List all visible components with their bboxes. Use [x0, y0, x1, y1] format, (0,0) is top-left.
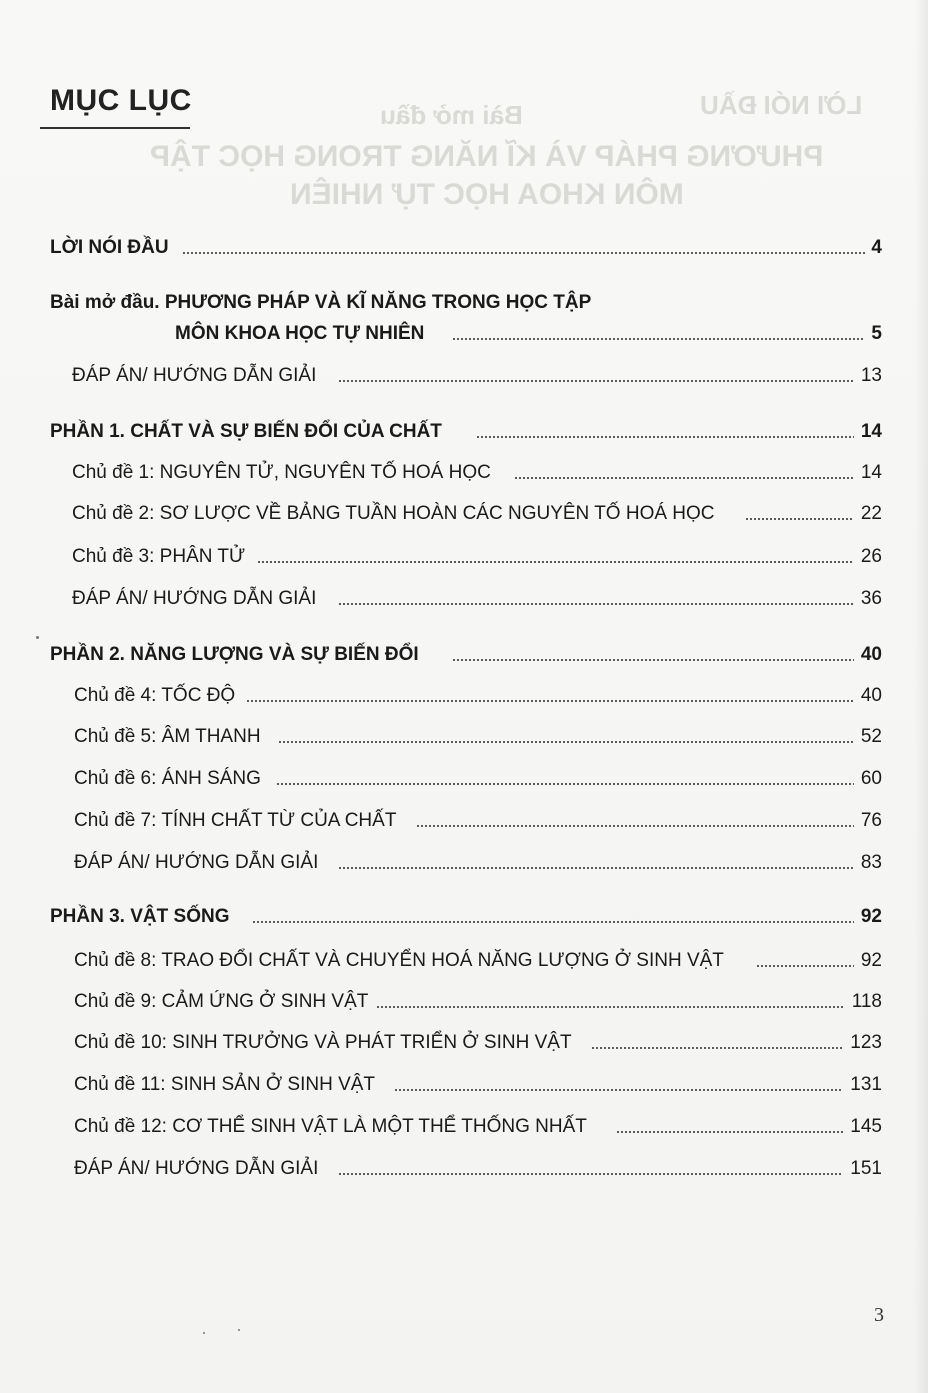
- toc-entry: [0, 1154, 928, 1184]
- toc-entry-label: Chủ đề 11: SINH SẢN Ở SINH VẬT: [74, 1074, 376, 1095]
- toc-entry: [0, 288, 928, 318]
- toc-entry-label: MÔN KHOA HỌC TỰ NHIÊN: [175, 323, 425, 344]
- show-through-header: LỜI NÓI ĐẦU: [700, 90, 863, 120]
- toc-entry: [0, 542, 928, 572]
- toc-entry-label: ĐÁP ÁN/ HƯỚNG DẪN GIẢI: [72, 588, 317, 609]
- toc-entry: [0, 584, 928, 614]
- toc-entry-label: Bài mở đầu. PHƯƠNG PHÁP VÀ KĨ NĂNG TRONG HỌC TẬP: [50, 292, 592, 313]
- paper-speck: [203, 1332, 205, 1334]
- toc-page-number: 118: [851, 991, 882, 1012]
- toc-dot-leader: [276, 783, 854, 785]
- toc-entry: [0, 233, 928, 263]
- toc-page-number: 13: [860, 365, 882, 386]
- toc-dot-leader: [252, 921, 854, 923]
- toc-entry: [0, 764, 928, 794]
- toc-dot-leader: [416, 825, 854, 827]
- toc-entry: [0, 806, 928, 836]
- toc-entry: [0, 1112, 928, 1142]
- toc-page-number: 4: [871, 237, 882, 258]
- toc-page-number: 76: [860, 810, 882, 831]
- toc-entry-label: PHẦN 1. CHẤT VÀ SỰ BIẾN ĐỔI CỦA CHẤT: [50, 421, 442, 442]
- toc-dot-leader: [338, 380, 854, 382]
- toc-entry-label: ĐÁP ÁN/ HƯỚNG DẪN GIẢI: [72, 365, 317, 386]
- show-through-lesson: Bài mở đầu: [380, 100, 523, 130]
- toc-entry-label: PHẦN 2. NĂNG LƯỢNG VÀ SỰ BIẾN ĐỔI: [50, 644, 419, 665]
- toc-page-number: 26: [860, 546, 882, 567]
- toc-dot-leader: [452, 659, 854, 661]
- toc-entry-label: Chủ đề 9: CẢM ỨNG Ở SINH VẬT: [74, 991, 369, 1012]
- toc-dot-leader: [182, 252, 865, 254]
- page-number: 3: [874, 1304, 884, 1326]
- toc-entry-label: Chủ đề 5: ÂM THANH: [74, 726, 261, 747]
- toc-dot-leader: [745, 518, 854, 520]
- toc-entry-label: Chủ đề 12: CƠ THỂ SINH VẬT LÀ MỘT THỂ THỐNG NHẤT: [74, 1116, 587, 1137]
- toc-page-number: 14: [860, 462, 882, 483]
- toc-page-number: 52: [860, 726, 882, 747]
- toc-page-number: 14: [860, 421, 882, 442]
- toc-page-number: 40: [860, 685, 882, 706]
- toc-entry-label: ĐÁP ÁN/ HƯỚNG DẪN GIẢI: [74, 852, 319, 873]
- toc-entry-label: Chủ đề 10: SINH TRƯỞNG VÀ PHÁT TRIỂN Ở SINH VẬT: [74, 1032, 572, 1053]
- toc-entry-label: Chủ đề 1: NGUYÊN TỬ, NGUYÊN TỐ HOÁ HỌC: [72, 462, 491, 483]
- toc-entry: [0, 640, 928, 670]
- toc-page-number: 60: [860, 768, 882, 789]
- toc-dot-leader: [616, 1131, 843, 1133]
- toc-title: MỤC LỤC: [50, 84, 192, 117]
- show-through-line-2: MÔN KHOA HỌC TỰ NHIÊN: [290, 178, 684, 211]
- toc-page-number: 36: [860, 588, 882, 609]
- toc-entry-label: Chủ đề 8: TRAO ĐỔI CHẤT VÀ CHUYỂN HOÁ NĂNG LƯỢNG Ở SINH VẬT: [74, 950, 724, 971]
- toc-entry-label: Chủ đề 2: SƠ LƯỢC VỀ BẢNG TUẦN HOÀN CÁC NGUYÊN TỐ HOÁ HỌC: [72, 503, 715, 524]
- toc-entry: [0, 987, 928, 1017]
- toc-entry: [0, 319, 928, 349]
- toc-dot-leader: [376, 1006, 843, 1008]
- toc-entry: [0, 458, 928, 488]
- toc-entry: [0, 902, 928, 932]
- toc-entry-label: ĐÁP ÁN/ HƯỚNG DẪN GIẢI: [74, 1158, 319, 1179]
- toc-page-number: 5: [871, 323, 882, 344]
- toc-page-number: 40: [860, 644, 882, 665]
- toc-entry: [0, 361, 928, 391]
- toc-page-number: 22: [860, 503, 882, 524]
- toc-page-number: 145: [850, 1116, 882, 1137]
- toc-page-number: 123: [850, 1032, 882, 1053]
- toc-page-number: 151: [850, 1158, 882, 1179]
- toc-entry: [0, 417, 928, 447]
- toc-page-number: 83: [860, 852, 882, 873]
- toc-entry-label: PHẦN 3. VẬT SỐNG: [50, 906, 230, 927]
- toc-dot-leader: [476, 436, 854, 438]
- toc-dot-leader: [338, 603, 854, 605]
- toc-entry: [0, 1070, 928, 1100]
- toc-dot-leader: [452, 338, 865, 340]
- paper-speck: [36, 636, 39, 639]
- toc-dot-leader: [514, 477, 854, 479]
- toc-dot-leader: [278, 741, 854, 743]
- toc-dot-leader: [246, 700, 854, 702]
- toc-entry-label: Chủ đề 6: ÁNH SÁNG: [74, 768, 261, 789]
- toc-dot-leader: [756, 965, 854, 967]
- toc-dot-leader: [394, 1089, 843, 1091]
- toc-dot-leader: [338, 867, 854, 869]
- toc-entry-label: LỜI NÓI ĐẦU: [50, 237, 169, 258]
- toc-dot-leader: [591, 1047, 843, 1049]
- toc-entry-label: Chủ đề 4: TỐC ĐỘ: [74, 685, 236, 706]
- toc-page-number: 131: [850, 1074, 882, 1095]
- show-through-line-1: PHƯƠNG PHÁP VÀ KĨ NĂNG TRONG HỌC TẬP: [150, 140, 824, 173]
- toc-entry-label: Chủ đề 7: TÍNH CHẤT TỪ CỦA CHẤT: [74, 810, 397, 831]
- toc-entry-label: Chủ đề 3: PHÂN TỬ: [72, 546, 246, 567]
- toc-entry: [0, 946, 928, 976]
- toc-entry: [0, 722, 928, 752]
- toc-dot-leader: [338, 1173, 843, 1175]
- toc-entry: [0, 499, 928, 529]
- toc-page-number: 92: [860, 906, 882, 927]
- title-underline: [40, 127, 190, 129]
- toc-entry: [0, 1028, 928, 1058]
- toc-entry: [0, 681, 928, 711]
- toc-entry: [0, 848, 928, 878]
- paper-speck: [238, 1329, 240, 1331]
- toc-dot-leader: [257, 561, 854, 563]
- toc-page-number: 92: [860, 950, 882, 971]
